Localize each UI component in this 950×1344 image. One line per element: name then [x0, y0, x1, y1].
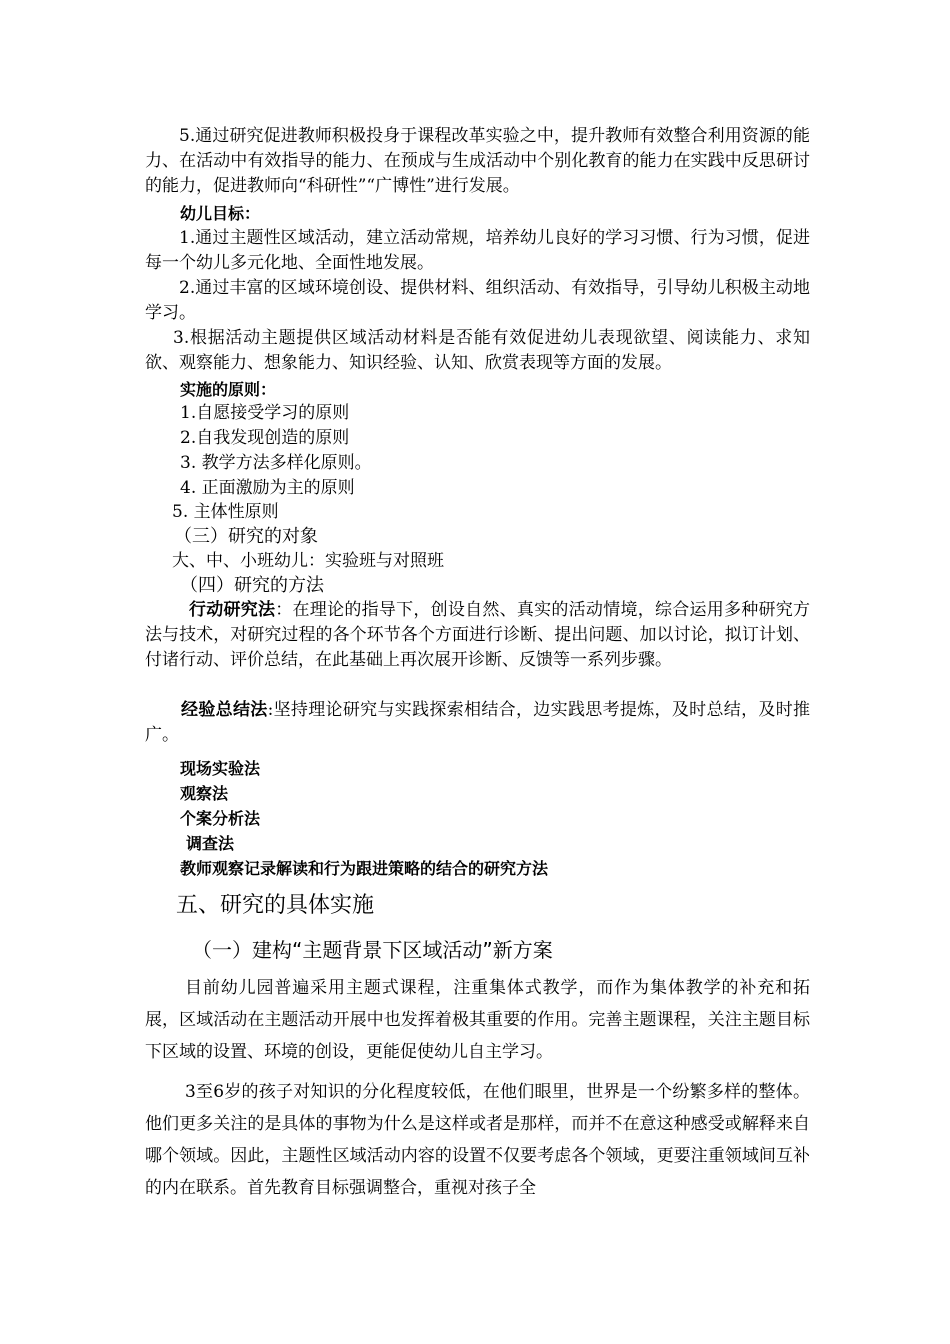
- method-item: 调查法: [186, 834, 235, 853]
- experience-method-text: :坚持理论研究与实践探索相结合，边实践思考提炼，及时总结，及时推广。: [145, 700, 811, 745]
- principle-item: 3. 教学方法多样化原则。: [180, 453, 372, 473]
- child-goal-2: 2.通过丰富的区域环境创设、提供材料、组织活动、有效指导，引导幼儿积极主动地学习。: [145, 278, 810, 323]
- section3-text: 大、中、小班幼儿：实验班与对照班: [172, 551, 444, 571]
- section3-heading: （三）研究的对象: [174, 526, 318, 547]
- action-research-paragraph: [145, 598, 810, 673]
- method-item: 个案分析法: [180, 809, 261, 828]
- section4-heading: （四）研究的方法: [180, 575, 324, 596]
- body-paragraph-a: 目前幼儿园普遍采用主题式课程，注重集体式教学，而作为集体教学的补充和拓展，区域活动在主题活动开展中也发挥着极其重要的作用。完善主题课程，关注主题目标下区域的设置、环境的创设，更能促使幼儿自主学习。: [145, 978, 810, 1062]
- principle-item: 4. 正面激励为主的原则: [180, 478, 355, 498]
- teacher-goal-5: 5.通过研究促进教师积极投身于课程改革实验之中，提升教师有效整合利用资源的能力、在活动中有效指导的能力、在预成与生成活动中个别化教育的能力在实践中反思研讨的能力，促进教师向“科研性”“广博性”进行发展。: [145, 126, 810, 196]
- action-method-label: 行动研究法: [189, 600, 276, 620]
- principle-item: 1.自愿接受学习的原则: [180, 403, 350, 423]
- experience-summary-paragraph: [145, 698, 810, 748]
- principles-heading: 实施的原则：: [180, 380, 277, 399]
- body-paragraph-b: 3至6岁的孩子对知识的分化程度较低，在他们眼里，世界是一个纷繁多样的整体。他们更多关注的是具体的事物为什么是这样或者是那样，而并不在意这种感受或解释来自哪个领域。因此，主题性区域活动内容的设置不仅要考虑各个领域，更要注重领域间互补的内在联系。首先教育目标强调整合，重视对孩子全: [145, 1082, 810, 1198]
- action-method-text: ：在理论的指导下，创设自然、真实的活动情境，综合运用多种研究方法与技术，对研究过程的各个环节各个方面进行诊断、提出问题、加以讨论，拟订计划、付诸行动、评价总结，在此基础上再次展开诊断、反馈等一系列步骤。: [145, 600, 811, 670]
- experience-method-label: 经验总结法: [181, 700, 268, 720]
- section5-heading: 五、研究的具体实施: [176, 893, 375, 918]
- child-goals-heading: 幼儿目标：: [180, 204, 261, 223]
- principle-item: 2.自我发现创造的原则: [180, 428, 350, 448]
- principle-item: 5. 主体性原则: [172, 502, 279, 522]
- method-item: 现场实验法: [180, 759, 261, 778]
- child-goal-3: 3.根据活动主题提供区域活动材料是否能有效促进幼儿表现欲望、阅读能力、求知欲、观察能力、想象能力、知识经验、认知、欣赏表现等方面的发展。: [145, 328, 810, 373]
- method-item: 观察法: [180, 784, 229, 803]
- subsection1-heading: （一）建构“主题背景下区域活动”新方案: [192, 938, 553, 962]
- child-goal-1: 1.通过主题性区域活动，建立活动常规，培养幼儿良好的学习习惯、行为习惯，促进每一个幼儿多元化地、全面性地发展。: [145, 228, 810, 273]
- method-item: 教师观察记录解读和行为跟进策略的结合的研究方法: [180, 859, 549, 878]
